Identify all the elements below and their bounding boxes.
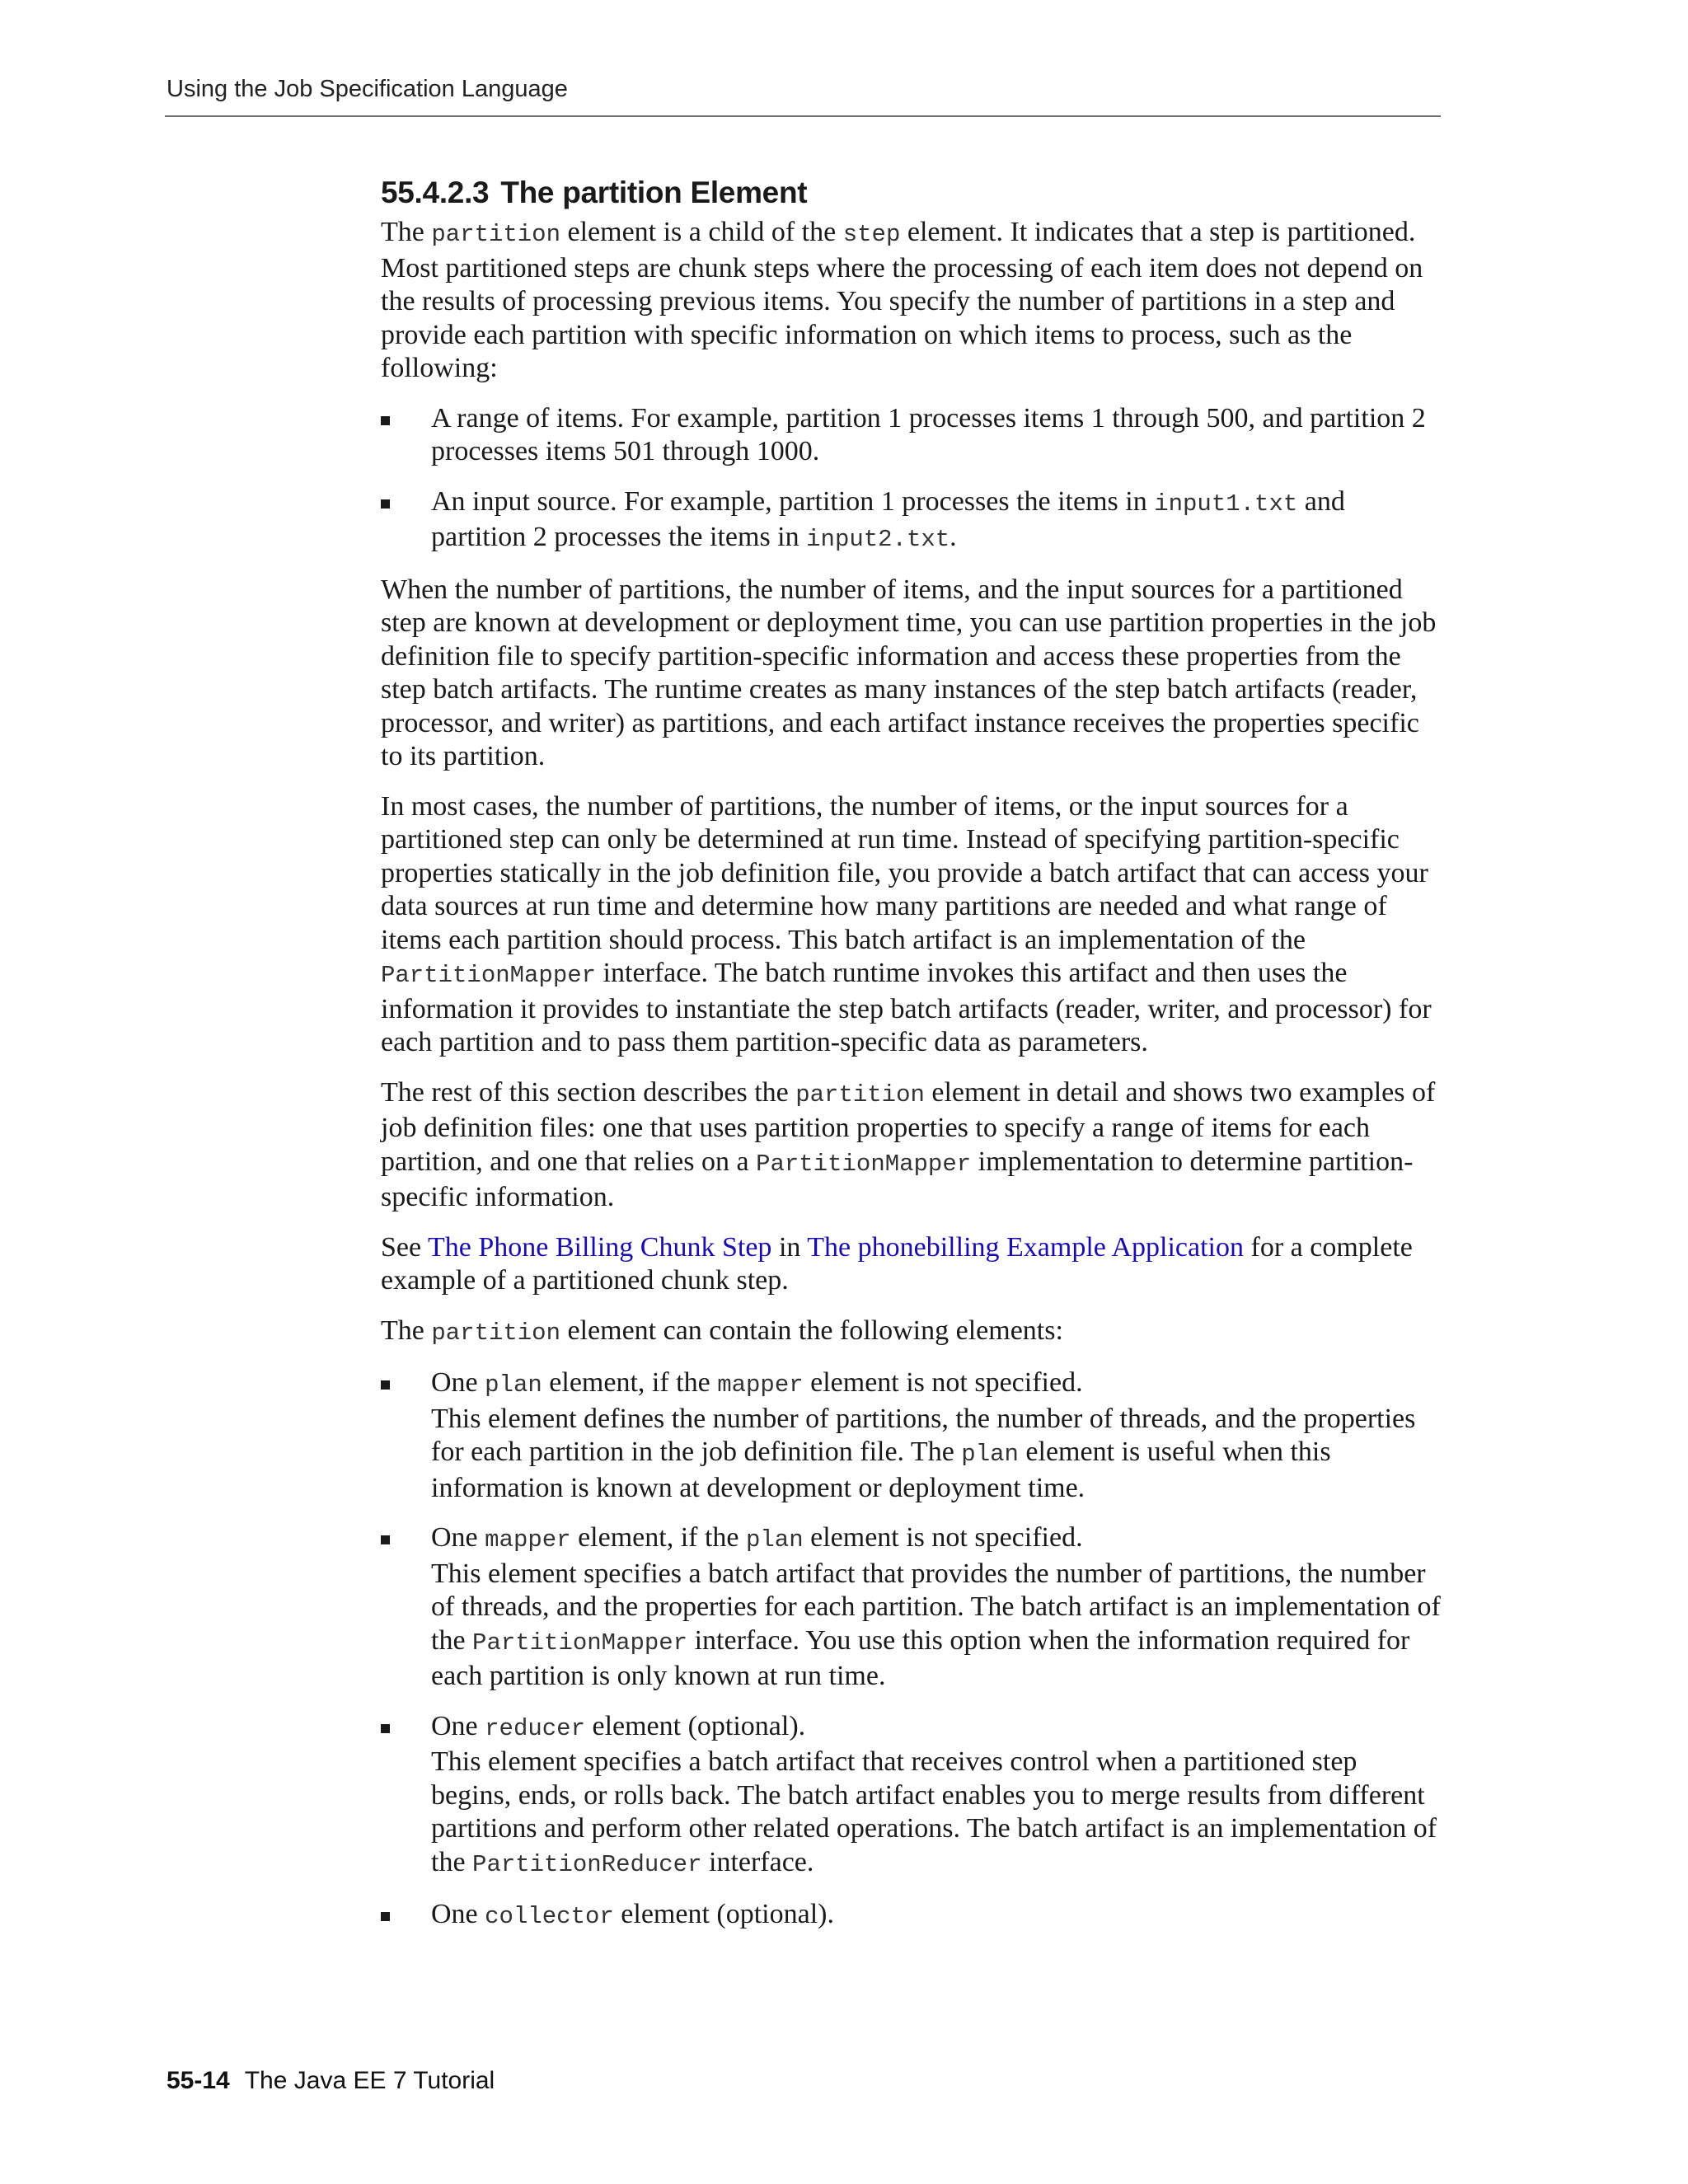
list-item-reducer: One reducer element (optional). (381, 1710, 1444, 1746)
list-item: An input source. For example, partition 1 processes the items in input1.txt and partition 2 processes the items in input2.txt. (381, 485, 1444, 557)
list-item-plan: One plan element, if the mapper element is not specified. (381, 1366, 1444, 1403)
list-item-collector: One collector element (optional). (381, 1898, 1444, 1934)
main-content (381, 170, 1444, 1951)
book-title: The Java EE 7 Tutorial (244, 2067, 495, 2094)
running-header: Using the Job Specification Language (166, 76, 568, 102)
code-term: mapper (485, 1526, 571, 1554)
link-phone-billing-chunk-step[interactable]: The Phone Billing Chunk Step (427, 1231, 772, 1263)
code-term: PartitionReducer (472, 1850, 702, 1878)
code-term: reducer (485, 1714, 585, 1742)
plan-description: This element defines the number of partitions, the number of threads, and the properties for each partition in the job definition file. The plan element is useful when this information is known at development or deployment time. (431, 1403, 1416, 1503)
paragraph: See The Phone Billing Chunk Step in The phonebilling Example Application for a complete example of a partitioned chunk step. (381, 1231, 1413, 1296)
code-term: partition (431, 221, 560, 248)
code-term: collector (485, 1903, 614, 1930)
partition-elements-list (381, 1898, 1444, 1934)
code-term: step (842, 221, 901, 248)
code-term: input2.txt (806, 526, 950, 553)
paragraph: When the number of partitions, the number of items, and the input sources for a partitioned step are known at development or deployment time, you can use partition properties in the job definition file to specify partition-specific information and access these properties from the step batch artifacts. The runtime creates as many instances of the step batch artifacts (reader, processor, and writer) as partitions, and each artifact instance receives the properties specific to its partition. (381, 574, 1437, 771)
code-term: plan (961, 1441, 1019, 1468)
code-term: plan (485, 1371, 542, 1399)
list-item: A range of items. For example, partition 1 processes items 1 through 500, and partition 2 processes items 501 through 1000. (381, 402, 1444, 469)
intro-paragraph: The partition element is a child of the step element. It indicates that a step is partitioned. Most partitioned steps are chunk steps where the processing of each item does not depend on the results of processing previous items. You specify the number of partitions in a step and provide each partition with specific information on which items to process, such as the following: (381, 217, 1423, 383)
paragraph: The rest of this section describes the partition element in detail and shows two examples of job definition files: one that uses partition properties to specify a range of items for each partition, and one that relies on a PartitionMapper implementation to determine partition-specific information. (381, 1076, 1436, 1212)
mapper-description: This element specifies a batch artifact that provides the number of partitions, the number of threads, and the properties for each partition. The batch artifact is an implementation of the PartitionMapper interface. You use this option when the information required for each partition is only known at run time. (431, 1558, 1441, 1691)
page-footer (166, 2067, 495, 2095)
code-term: plan (746, 1526, 804, 1554)
list-item-mapper: One mapper element, if the plan element is not specified. (381, 1521, 1444, 1558)
page-number: 55-14 (166, 2067, 230, 2094)
paragraph: In most cases, the number of partitions, the number of items, or the input sources for a partitioned step can only be determined at run time. Instead of specifying partition-specific properties statically in the job definition file, you provide a batch artifact that can access your data sources at run time and determine how many partitions are needed and what range of items each partition should process. This batch artifact is an implementation of the PartitionMapper interface. The batch runtime invokes this artifact and then uses the information it provides to instantiate the step batch artifacts (reader, writer, and processor) for each partition and to pass them partition-specific data as parameters. (381, 790, 1432, 1057)
code-term: partition (795, 1080, 925, 1108)
code-term: PartitionMapper (756, 1150, 972, 1178)
section-number: 55.4.2.3 (381, 176, 490, 209)
code-term: input1.txt (1154, 490, 1298, 518)
code-term: partition (431, 1319, 560, 1347)
section-title: The partition Element (500, 176, 808, 209)
code-term: PartitionMapper (381, 962, 597, 989)
paragraph: The partition element can contain the following elements: (381, 1315, 1063, 1347)
link-phonebilling-example-application[interactable]: The phonebilling Example Application (807, 1231, 1245, 1263)
partition-elements-list (381, 1366, 1444, 1403)
partition-elements-list (381, 1521, 1444, 1558)
partition-info-list (381, 402, 1444, 557)
header-rule (165, 115, 1441, 117)
code-term: PartitionMapper (472, 1629, 688, 1657)
section-heading (381, 170, 1444, 216)
reducer-description: This element specifies a batch artifact that receives control when a partitioned step begins, ends, or rolls back. The batch artifact enables you to merge results from different partitions and perform other related operations. The batch artifact is an implementation of the PartitionReducer interface. (431, 1746, 1437, 1878)
code-term: mapper (717, 1371, 804, 1399)
partition-elements-list (381, 1710, 1444, 1746)
